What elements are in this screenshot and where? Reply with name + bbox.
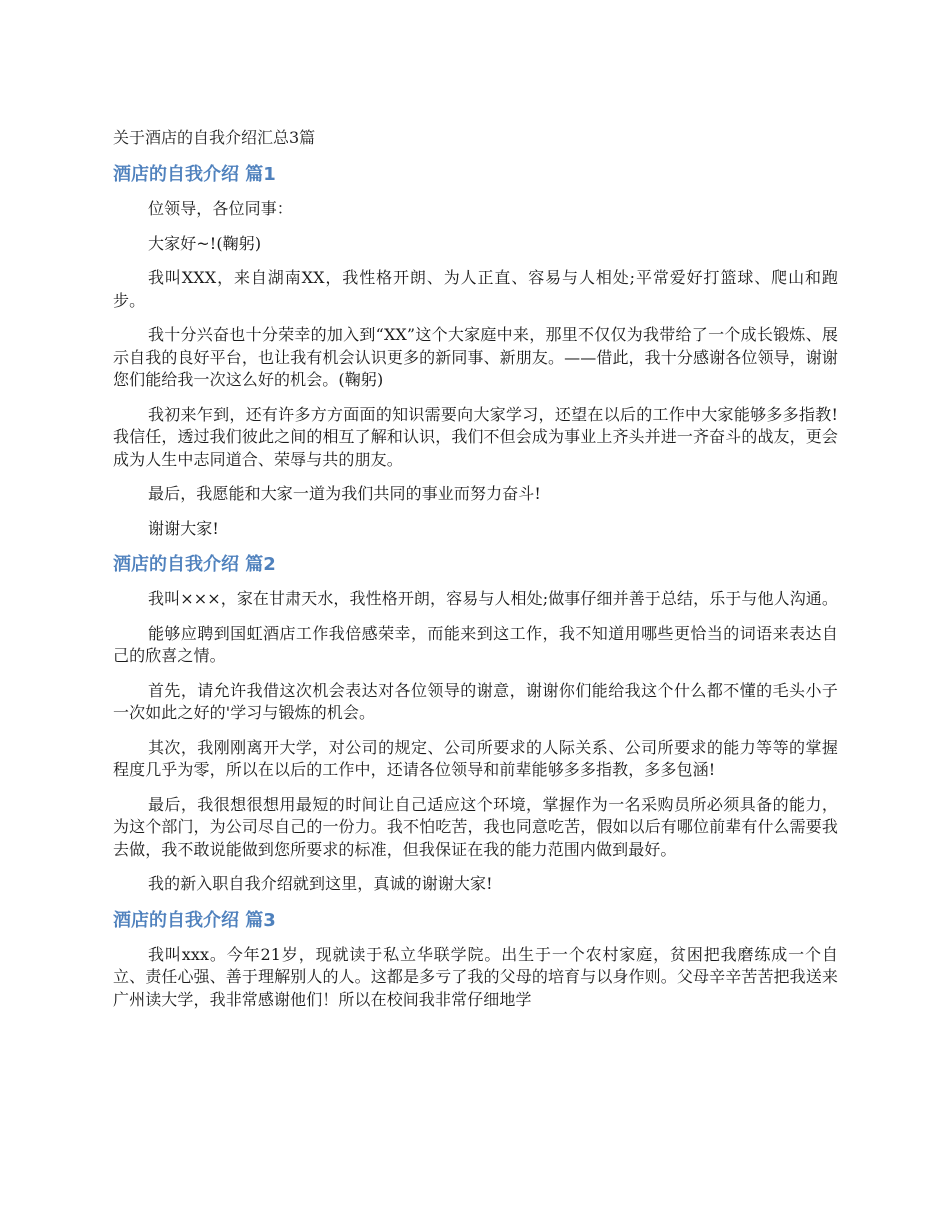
- paragraph: 我叫XXX，来自湖南XX，我性格开朗、为人正直、容易与人相处;平常爱好打篮球、爬山和跑步。: [113, 268, 838, 310]
- paragraph: 我初来乍到，还有许多方方面面的知识需要向大家学习，还望在以后的工作中大家能够多多指教!我信任，透过我们彼此之间的相互了解和认识，我们不但会成为事业上齐头并进一齐奋斗的战友，更会成为人生中志同道合、荣辱与共的朋友。: [113, 404, 838, 469]
- paragraph: 我十分兴奋也十分荣幸的加入到“XX”这个大家庭中来，那里不仅仅为我带给了一个成长锻炼、展示自我的良好平台，也让我有机会认识更多的新同事、新朋友。——借此，我十分感谢各位领导，谢谢您们能给我一次这么好的机会。(鞠躬): [113, 325, 838, 389]
- paragraph: 我的新入职自我介绍就到这里，真诚的谢谢大家!: [148, 874, 493, 893]
- document-page: [113, 124, 838, 1023]
- paragraph: 最后，我很想很想用最短的时间让自己适应这个环境，掌握作为一名采购员所必须具备的能力，为这个部门，为公司尽自己的一份力。我不怕吃苦，我也同意吃苦，假如以后有哪位前辈有什么需要我去做，我不敢说能做到您所要求的标准，但我保证在我的能力范围内做到最好。: [113, 794, 838, 859]
- section-2: [113, 552, 838, 896]
- section-heading: 酒店的自我介绍 篇2: [113, 554, 276, 575]
- section-3: [113, 908, 838, 1012]
- paragraph: 位领导，各位同事：: [148, 199, 293, 218]
- paragraph: 大家好~!(鞠躬): [148, 233, 262, 253]
- paragraph: 最后，我愿能和大家一道为我们共同的事业而努力奋斗!: [148, 484, 541, 503]
- section-heading: 酒店的自我介绍 篇1: [113, 164, 276, 185]
- paragraph: 谢谢大家!: [148, 518, 219, 538]
- section-1: [113, 162, 838, 540]
- paragraph: 我叫xxx。今年21岁，现就读于私立华联学院。出生于一个农村家庭，贫困把我磨练成一个自立、责任心强、善于理解别人的人。这都是多亏了我的父母的培育与以身作则。父母辛辛苦苦把我送来广州读大学，我非常感谢他们！所以在校间我非常仔细地学: [113, 944, 838, 1009]
- section-heading: 酒店的自我介绍 篇3: [113, 909, 276, 931]
- document-title: 关于酒店的自我介绍汇总3篇: [113, 128, 316, 147]
- paragraph: 我叫×××，家在甘肃天水，我性格开朗，容易与人相处;做事仔细并善于总结，乐于与他人沟通。: [148, 589, 839, 608]
- paragraph: 首先，请允许我借这次机会表达对各位领导的谢意，谢谢你们能给我这个什么都不懂的毛头小子一次如此之好的'学习与锻炼的机会。: [113, 680, 838, 722]
- paragraph: 其次，我刚刚离开大学，对公司的规定、公司所要求的人际关系、公司所要求的能力等等的掌握程度几乎为零，所以在以后的工作中，还请各位领导和前辈能够多多指教，多多包涵!: [113, 737, 838, 779]
- paragraph: 能够应聘到国虹酒店工作我倍感荣幸，而能来到这工作，我不知道用哪些更恰当的词语来表达自己的欣喜之情。: [113, 623, 838, 665]
